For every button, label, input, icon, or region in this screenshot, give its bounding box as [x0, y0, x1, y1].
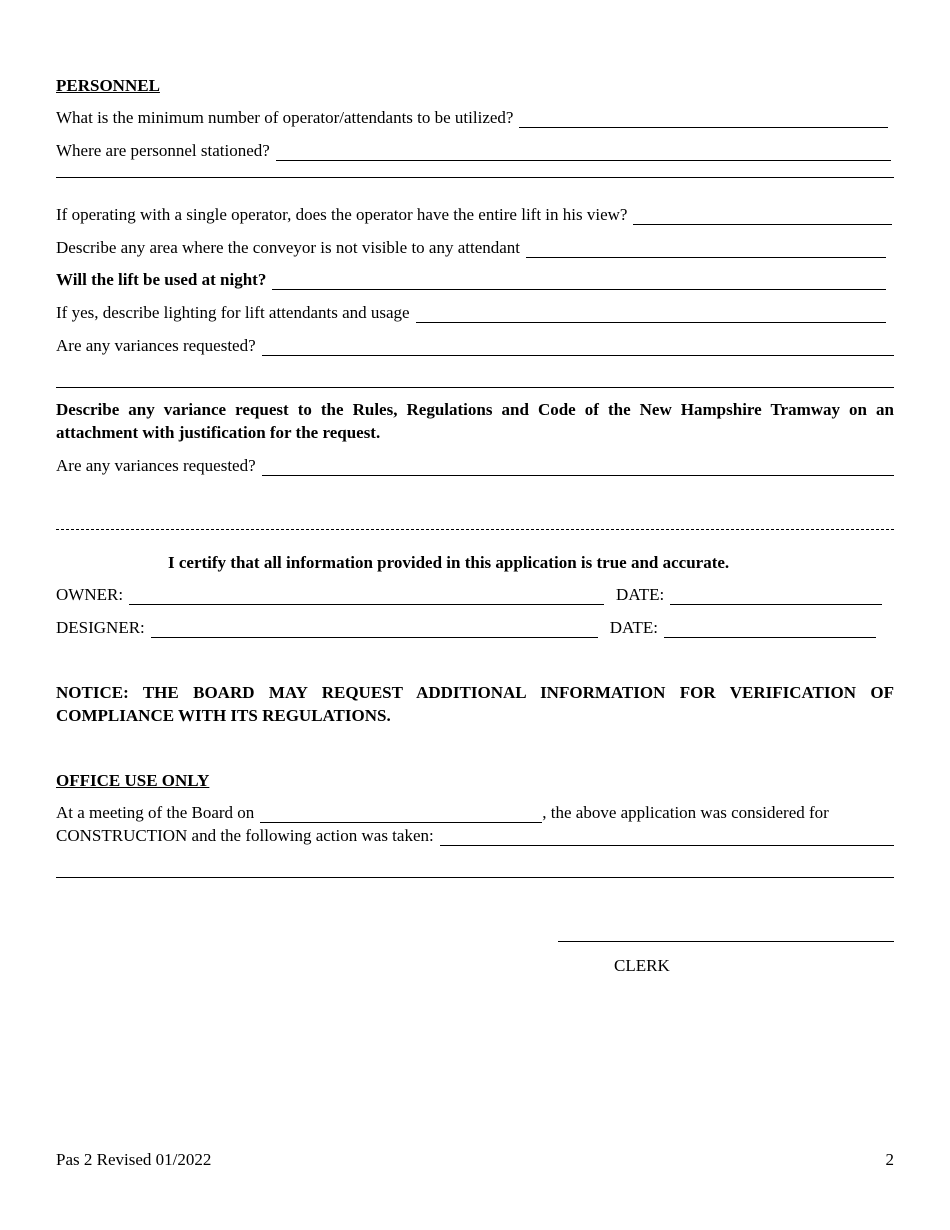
min-operators-row [56, 108, 894, 128]
single-operator-label: If operating with a single operator, does the operator have the entire lift in his view? [56, 205, 628, 224]
stationed-continuation-field[interactable] [56, 177, 894, 178]
night-field[interactable] [272, 273, 886, 290]
not-visible-field[interactable] [526, 241, 886, 258]
owner-signature-field[interactable] [129, 588, 604, 605]
variances-label-2: Are any variances requested? [56, 456, 256, 475]
variances-label: Are any variances requested? [56, 336, 256, 355]
revision-footer: Pas 2 Revised 01/2022 [56, 1150, 212, 1169]
action-continuation-field[interactable] [56, 877, 894, 878]
personnel-heading: PERSONNEL [56, 76, 160, 95]
action-field[interactable] [440, 829, 894, 846]
stationed-row [56, 141, 894, 161]
action-row [56, 826, 894, 846]
designer-row [56, 618, 894, 638]
meeting-prefix: At a meeting of the Board on [56, 803, 255, 822]
office-use-heading: OFFICE USE ONLY [56, 771, 210, 790]
clerk-label: CLERK [614, 956, 670, 975]
night-label: Will the lift be used at night? [56, 270, 267, 289]
designer-date-label: DATE: [609, 618, 658, 637]
lighting-label: If yes, describe lighting for lift attendants and usage [56, 303, 410, 322]
variances-continuation-field[interactable] [56, 387, 894, 388]
lighting-field[interactable] [416, 306, 886, 323]
lighting-row [56, 303, 894, 323]
page-number: 2 [885, 1150, 894, 1169]
meeting-suffix: , the above application was considered for [542, 803, 829, 822]
designer-label: DESIGNER: [56, 618, 145, 637]
certification-statement: I certify that all information provided in this application is true and accurate. [168, 553, 730, 572]
not-visible-row [56, 238, 894, 258]
min-operators-label: What is the minimum number of operator/attendants to be utilized? [56, 108, 514, 127]
meeting-date-field[interactable] [260, 806, 542, 823]
variances-row [56, 336, 894, 356]
notice-text: NOTICE: THE BOARD MAY REQUEST ADDITIONAL INFORMATION FOR VERIFICATION OF COMPLIANCE WITH ITS REGULATIONS. [56, 683, 894, 725]
stationed-label: Where are personnel stationed? [56, 141, 270, 160]
not-visible-label: Describe any area where the conveyor is not visible to any attendant [56, 238, 521, 257]
single-operator-field[interactable] [633, 208, 892, 225]
owner-date-field[interactable] [670, 588, 882, 605]
owner-label: OWNER: [56, 585, 124, 604]
action-label: CONSTRUCTION and the following action was taken: [56, 826, 434, 845]
night-row [56, 270, 894, 290]
stationed-field[interactable] [276, 144, 891, 161]
owner-row [56, 585, 894, 605]
clerk-signature-field[interactable] [558, 941, 894, 942]
section-divider [56, 529, 894, 530]
designer-signature-field[interactable] [151, 621, 598, 638]
meeting-row [56, 803, 894, 823]
variance-instruction: Describe any variance request to the Rules, Regulations and Code of the New Hampshire Tramway on an attachment with justification for the request. [56, 400, 894, 442]
owner-date-label: DATE: [616, 585, 665, 604]
variances-field-2[interactable] [262, 459, 894, 476]
min-operators-field[interactable] [519, 111, 888, 128]
variances-field[interactable] [262, 339, 894, 356]
variances-row-2 [56, 456, 894, 476]
single-operator-row [56, 205, 894, 225]
designer-date-field[interactable] [664, 621, 876, 638]
